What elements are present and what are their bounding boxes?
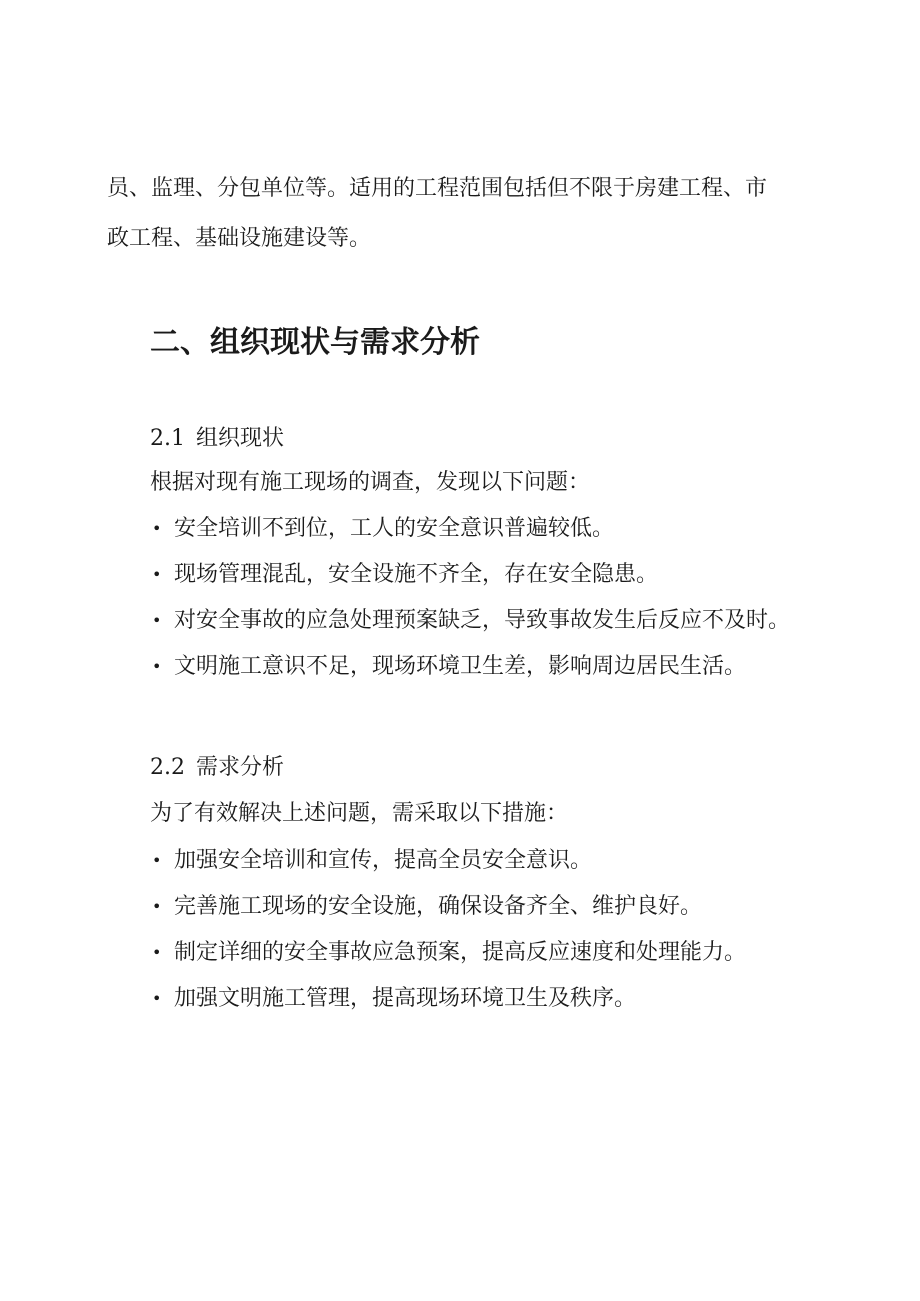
bullet-icon: • [152,657,162,676]
list-item-text: 对安全事故的应急处理预案缺乏，导致事故发生后反应不及时。 [174,608,791,633]
bullet-icon: • [152,565,162,584]
bullet-icon: • [152,897,162,916]
subsection-heading-2-1 [150,424,284,454]
bullet-icon: • [152,989,162,1008]
section-heading: 二、组织现状与需求分析 [150,325,480,360]
list-item-text: 现场管理混乱，安全设施不齐全，存在安全隐患。 [174,562,659,587]
list-item-text: 完善施工现场的安全设施，确保设备齐全、维护良好。 [174,894,703,919]
list-item [152,984,746,1030]
list-item [152,892,746,938]
list-item [152,938,746,984]
bullet-icon: • [152,851,162,870]
subsection-lead-text: 根据对现有施工现场的调查，发现以下问题： [150,470,591,495]
measures-list [152,846,746,1030]
list-item-text: 加强安全培训和宣传，提高全员安全意识。 [174,848,593,873]
list-item [152,652,790,698]
intro-paragraph-line-1: 员、监理、分包单位等。适用的工程范围包括但不限于房建工程、市 [107,176,768,201]
list-item-text: 制定详细的安全事故应急预案，提高反应速度和处理能力。 [174,940,747,965]
list-item [152,606,790,652]
bullet-icon: • [152,519,162,538]
subsection-title: 组织现状 [196,426,285,451]
list-item-text: 文明施工意识不足，现场环境卫生差，影响周边居民生活。 [174,654,747,679]
subsection-title: 需求分析 [196,755,285,780]
subsection-number: 2.2 [150,755,185,780]
bullet-icon: • [152,611,162,630]
list-item-text: 安全培训不到位，工人的安全意识普遍较低。 [174,516,615,541]
subsection-heading-2-2 [150,753,284,783]
intro-paragraph-line-2: 政工程、基础设施建设等。 [107,226,372,251]
list-item [152,846,746,892]
list-item [152,560,790,606]
bullet-icon: • [152,943,162,962]
subsection-lead-text: 为了有效解决上述问题，需采取以下措施： [150,801,569,826]
list-item-text: 加强文明施工管理，提高现场环境卫生及秩序。 [174,986,637,1011]
list-item [152,514,790,560]
subsection-number: 2.1 [150,426,185,451]
problem-list [152,514,790,698]
